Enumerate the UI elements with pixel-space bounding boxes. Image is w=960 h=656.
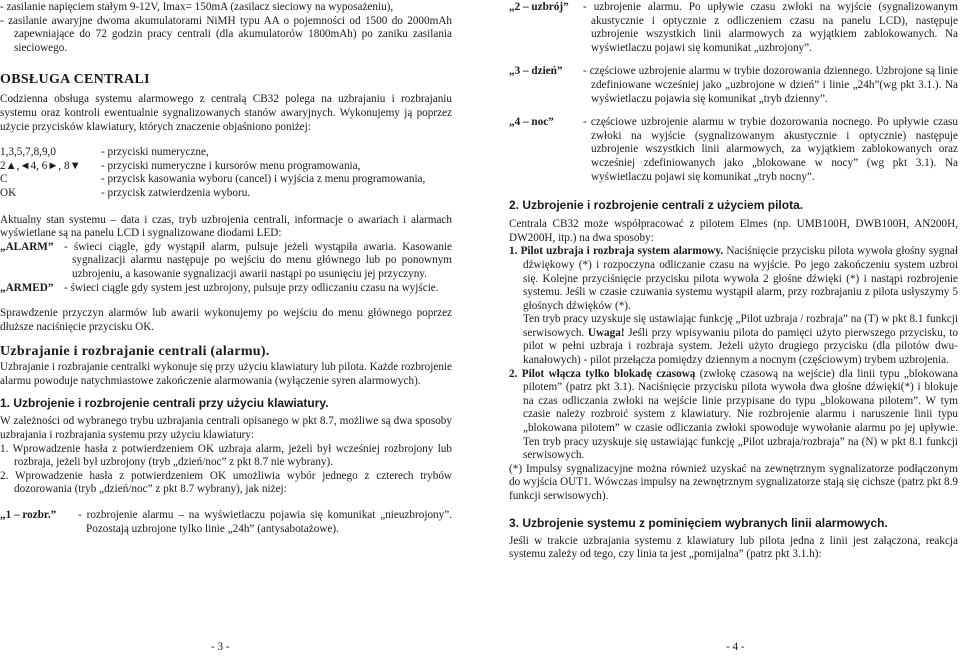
pilot-item-1-text: Naciśnięcie przycisku pilota wywoła głośny sygnał dźwiękowy (*) i rozpoczyna odliczanie czasu na wyjście. Po jego zakończeniu system uzbroi się. Kolejne przyciśnięcie przycisku pilota wywoła 2 głośne dźwięki (*) i nastąpi rozbrojenie systemu. Jeśli w czasie czuwania systemu wystąpił alarm, przy rozbrajaniu z pilota usłyszymy 5 głośnych dźwięków (*). bbox=[523, 245, 958, 312]
key-name: 2▲,◄4, 6►, 8▼ bbox=[0, 159, 81, 172]
paragraph-codzienna: Codzienna obsługa systemu alarmowego z centralą CB32 polega na uzbrajaniu i rozbrajaniu systemu oraz kontroli ewentualnie sygnalizowanych stanów awaryjnych. Wykonujemy ją poprzez użycie przycisków klawiatury, których znaczenie objaśniono poniżej: bbox=[0, 93, 452, 133]
right-page bbox=[509, 0, 958, 562]
paragraph-aktualny-stan: Aktualny stan systemu – data i czas, tryb uzbrojenia centrali, informacje o awariach i alarmach wyświetlane są na panelu LCD i sygnalizowane diodami LED: bbox=[0, 213, 452, 240]
paragraph-sprawdzenie: Sprawdzenie przyczyn alarmów lub awarii wykonujemy po wejściu do menu głównego poprzez dłuższe naciśnięcie przycisku OK. bbox=[0, 307, 452, 333]
page-number-right: - 4 - bbox=[726, 641, 745, 653]
mode-uzbroj-description bbox=[509, 1, 958, 55]
key-row bbox=[0, 187, 452, 201]
key-description: - przyciski numeryczne i kursorów menu programowania, bbox=[101, 159, 361, 172]
mode-uzbroj-term: „2 – uzbrój” bbox=[509, 1, 569, 13]
pilot-item-1-continued bbox=[509, 313, 958, 367]
mode-noc-description bbox=[509, 116, 958, 184]
section-heading-klawiatura: 1. Uzbrojenie i rozbrojenie centrali przy użyciu klawiatury. bbox=[0, 396, 329, 411]
led-alarm-description bbox=[0, 241, 452, 282]
pilot-item-2-text: (zwłokę czasową na wejście) dla linii typu „blokowana pilotem” (patrz pkt 3.1). Naciśnięcie przycisku pilota wywoła dwa głośne dźwięki(*) i blokuje na czas odliczania zwłoki na wejście linie przypisane do typu „blokowana pilotem”. W tym czasie należy rozbroić system z klawiatury. Nie rozbrojenie alarmu i naruszenie linii typu „blokowana pilotem” w czasie odliczania zwłoki spowoduje wywołanie alarmu po jej upływie. Ten tryb pracy uzyskuje się ustawiając funkcję „Pilot uzbraja/rozbraja” na (N) w pkt 8.1 funkcji serwisowych. bbox=[523, 367, 958, 462]
pilot-item-2-title: 2. Pilot włącza tylko blokadę czasową bbox=[509, 367, 696, 380]
key-name: 1,3,5,7,8,9,0 bbox=[0, 146, 56, 159]
left-page bbox=[0, 0, 452, 536]
key-description: - przycisk kasowania wyboru (cancel) i wyjścia z menu programowania, bbox=[101, 173, 426, 186]
key-row bbox=[0, 146, 452, 160]
pilot-item-1-warning: Uwaga! bbox=[587, 326, 625, 339]
list-item-2: 2. Wprowadzenie hasła z potwierdzeniem OK umożliwia wybór jednego z czterech trybów dozorowania (tryb „dzień/noc” z pkt 8.7 wybrany), jak niżej: bbox=[0, 469, 452, 496]
pilot-item-2 bbox=[509, 368, 958, 463]
led-alarm-term: „ALARM” bbox=[0, 240, 54, 253]
pilot-item-1 bbox=[509, 245, 958, 313]
section-heading-uzbrajanie: Uzbrajanie i rozbrajanie centrali (alarmu). bbox=[0, 344, 270, 360]
led-armed-text: - świeci ciągle gdy system jest uzbrojony, pulsuje przy odliczaniu czasu na wyjście. bbox=[64, 281, 439, 294]
section-heading-obsluga: OBSŁUGA CENTRALI bbox=[0, 72, 150, 88]
pilot-item-1-title: 1. Pilot uzbraja i rozbraja system alarmowy. bbox=[509, 245, 724, 258]
key-description: - przyciski numeryczne, bbox=[101, 146, 209, 159]
led-armed-description bbox=[0, 282, 452, 296]
mode-uzbroj-text: - uzbrojenie alarmu. Po upływie czasu zwłoki na wyjście (sygnalizowanym akustycznie i optycznie z odliczeniem czasu na panelu LCD), następuje uzbrojenie wszystkich linii alarmowych za wyjątkiem zablokowanych. Na wyświetlaczu pojawi się komunikat „uzbrojony”. bbox=[583, 1, 958, 54]
key-row bbox=[0, 160, 452, 174]
key-description: - przycisk zatwierdzenia wyboru. bbox=[101, 186, 251, 199]
mode-rozbr-term: „1 – rozbr.” bbox=[0, 509, 57, 522]
key-name: OK bbox=[0, 186, 17, 199]
paragraph-w-zaleznosci: W zależności od wybranego trybu uzbrajania centrali opisanego w pkt 8.7, możliwe są dwa sposoby uzbrajania i rozbrajania systemu przy użyciu klawiatury: bbox=[0, 415, 452, 442]
paragraph-centrala-cb32: Centrala CB32 może współpracować z pilotem Elmes (np. UMB100H, DWB100H, AN200H, DW200H, itp.) na dwa sposoby: bbox=[509, 218, 958, 244]
key-list bbox=[0, 146, 452, 200]
key-name: C bbox=[0, 173, 8, 186]
mode-dzien-term: „3 – dzień” bbox=[509, 65, 563, 78]
key-row bbox=[0, 173, 452, 187]
mode-noc-term: „4 – noc” bbox=[509, 116, 554, 129]
pilot-item-1-cont-a: Ten tryb pracy uzyskuje się ustawiając funkcję „Pilot uzbraja / rozbraja” na (T) w pkt 8.1 funkcji serwisowych. bbox=[523, 313, 958, 339]
led-armed-term: „ARMED” bbox=[0, 281, 54, 294]
list-item-1: 1. Wprowadzenie hasła z potwierdzeniem OK uzbraja alarm, jeżeli był wcześniej rozbrojony lub rozbraja, jeżeli był uzbrojony (tryb „dzień/noc” z pkt 8.7 nie wybrany). bbox=[0, 442, 452, 469]
intro-line-2: - zasilanie awaryjne dwoma akumulatorami NiMH typu AA o pojemności od 1500 do 2000mAh zapewniające do 72 godzin pracy centrali (dla akumulatorów 1800mAh) po zaniku zasilania sieciowego. bbox=[0, 14, 452, 54]
mode-dzien-description bbox=[509, 65, 958, 106]
pilot-item-1-cont-b: Jeśli przy wpisywaniu pilota do pamięci użyto pierwszego przycisku, to pilot w pełni uzbraja i rozbraja system. Jeżeli użyto drugiego przycisku (dla pilotów dwu-kanałowych) - pilot przełącza pomiędzy dziennym a nocnym (częściowym) trybem uzbrojenia. bbox=[523, 326, 958, 367]
page-number-left: - 3 - bbox=[211, 641, 230, 653]
paragraph-impulsy: (*) Impulsy sygnalizacyjne można również uzyskać na zewnętrznym sygnalizatorze podłączonym do wyjścia OUT1. Wówczas impulsy na zewnętrznym sygnalizatorze stają się cichsze (patrz pkt 8.9 funkcji serwisowych). bbox=[509, 462, 958, 502]
paragraph-uzbrajanie: Uzbrajanie i rozbrajanie centralki wykonuje się przy użyciu klawiatury lub pilota. Każde rozbrojenie alarmu powoduje natychmiastowe zakończenie alarmowania (wyłączenie syren alarmowych). bbox=[0, 361, 452, 387]
section-heading-pominiecie: 3. Uzbrojenie systemu z pominięciem wybranych linii alarmowych. bbox=[509, 515, 888, 530]
mode-rozbr-description bbox=[0, 509, 452, 536]
led-alarm-text: - świeci ciągle, gdy wystąpił alarm, pulsuje jeżeli wystąpiła awaria. Kasowanie sygnalizacji alarmu następuje po wejściu do menu głównego lub po ponownym uzbrojeniu, a kasowanie sygnalizacji awarii nastąpi po usunięciu jej przyczyny. bbox=[64, 240, 452, 280]
section-heading-pilot: 2. Uzbrojenie i rozbrojenie centrali z użyciem pilota. bbox=[509, 198, 804, 213]
mode-noc-text: - częściowe uzbrojenie alarmu w trybie dozorowania nocnego. Po upływie czasu zwłoki na wyjście (sygnalizowanym akustycznie i optycznie) następuje uzbrojenie wszystkich linii alarmowych, za wyjątkiem zablokowanych oraz wcześniej zdefiniowanych jako „blokowane w nocy” (wg pkt 3.1). Na wyświetlaczu pojawi się komunikat „tryb nocny”. bbox=[583, 116, 958, 183]
mode-dzien-text: - częściowe uzbrojenie alarmu w trybie dozorowania dziennego. Uzbrojone są linie zdefiniowane wcześniej jako „uzbrojone w dzień” i linie „24h”(wg pkt 3.1.). Na wyświetlaczu pojawia się komunikat „tryb dzienny”. bbox=[583, 65, 958, 105]
mode-rozbr-text: - rozbrojenie alarmu – na wyświetlaczu pojawia się komunikat „nieuzbrojony”. Pozostają uzbrojone tylko linie „24h” (antysabotażowe). bbox=[78, 509, 452, 535]
intro-line-1: - zasilanie napięciem stałym 9-12V, Imax= 150mA (zasilacz sieciowy na wyposażeniu), bbox=[0, 1, 394, 13]
paragraph-jesli: Jeśli w trakcie uzbrajania systemu z klawiatury lub pilota jedna z linii jest załączona, reakcja systemu zależy od tego, czy linia ta jest „pomijalna” (patrz pkt 3.1.h): bbox=[509, 534, 958, 561]
